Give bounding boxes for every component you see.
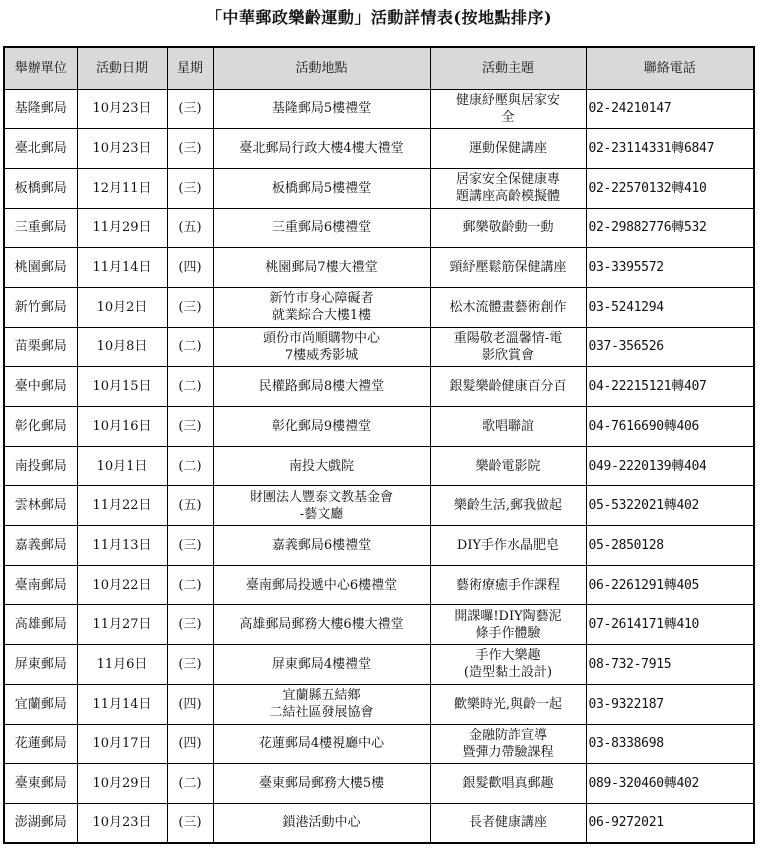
theme-cell-text: 歡樂時光,與齡一起 xyxy=(453,696,563,712)
venue-cell-text: 嘉義郵局6樓禮堂 xyxy=(271,537,372,553)
venue-cell xyxy=(213,486,430,526)
unit-cell xyxy=(4,486,77,526)
phone-cell-text: 05-2850128 xyxy=(588,537,664,553)
table-row xyxy=(4,89,754,129)
date-cell xyxy=(77,208,167,248)
date-cell xyxy=(77,764,167,804)
date-cell xyxy=(77,327,167,367)
venue-cell xyxy=(213,645,430,685)
weekday-cell xyxy=(167,645,213,685)
weekday-cell-text: (三) xyxy=(178,141,202,157)
theme-cell xyxy=(430,684,586,724)
venue-cell-text: 鎖港活動中心 xyxy=(282,815,361,831)
phone-cell xyxy=(586,526,754,566)
venue-cell-text: 彰化郵局9樓禮堂 xyxy=(271,418,372,434)
table-row xyxy=(4,526,754,566)
phone-cell-text: 02-23114331轉6847 xyxy=(588,141,715,157)
unit-cell-text: 板橋郵局 xyxy=(14,180,67,196)
table-row xyxy=(4,764,754,804)
phone-cell-text: 04-7616690轉406 xyxy=(588,418,700,434)
table-row xyxy=(4,446,754,486)
table-row xyxy=(4,724,754,764)
unit-cell-text: 苗栗郵局 xyxy=(14,339,67,355)
weekday-cell-text: (三) xyxy=(178,656,202,672)
table-row xyxy=(4,129,754,169)
theme-cell-text: 樂齡生活,郵我做起 xyxy=(453,498,563,514)
venue-cell xyxy=(213,89,430,129)
phone-cell xyxy=(586,486,754,526)
venue-cell-text: 臺北郵局行政大樓4樓大禮堂 xyxy=(239,141,404,157)
date-cell-text: 11月13日 xyxy=(92,537,152,553)
phone-cell-text: 02-24210147 xyxy=(588,101,672,117)
theme-cell xyxy=(430,446,586,486)
venue-cell xyxy=(213,684,430,724)
venue-cell-text: 花蓮郵局4樓視廳中心 xyxy=(258,736,385,752)
date-cell xyxy=(77,248,167,288)
venue-cell xyxy=(213,327,430,367)
unit-cell xyxy=(4,367,77,407)
date-cell xyxy=(77,526,167,566)
unit-cell-text: 雲林郵局 xyxy=(14,498,67,514)
theme-cell-text: 銀髮樂齡健康百分百 xyxy=(449,379,567,395)
column-header-theme: 活動主題 xyxy=(430,47,586,89)
date-cell xyxy=(77,565,167,605)
phone-cell xyxy=(586,605,754,645)
column-header-phone: 聯絡電話 xyxy=(586,47,754,89)
phone-cell xyxy=(586,446,754,486)
theme-cell-text: 運動保健講座 xyxy=(468,141,547,157)
unit-cell xyxy=(4,89,77,129)
weekday-cell xyxy=(167,605,213,645)
theme-cell xyxy=(430,645,586,685)
document-title: 「中華郵政樂齡運動」活動詳情表(按地點排序) xyxy=(205,8,553,27)
venue-cell xyxy=(213,248,430,288)
unit-cell xyxy=(4,129,77,169)
theme-cell-text: 銀髮歡唱真郵趣 xyxy=(462,776,554,792)
venue-cell xyxy=(213,605,430,645)
unit-cell-text: 臺南郵局 xyxy=(14,577,67,593)
phone-cell-text: 03-3395572 xyxy=(588,260,664,276)
unit-cell xyxy=(4,168,77,208)
unit-cell-text: 屏東郵局 xyxy=(14,656,67,672)
weekday-cell xyxy=(167,248,213,288)
phone-cell xyxy=(586,764,754,804)
unit-cell xyxy=(4,565,77,605)
table-row xyxy=(4,287,754,327)
date-cell-text: 10月23日 xyxy=(92,815,152,831)
venue-cell-text: 財團法人豐泰文教基金會 -藝文廳 xyxy=(249,489,393,522)
phone-cell-text: 06-2261291轉405 xyxy=(588,577,700,593)
date-cell xyxy=(77,367,167,407)
date-cell-text: 10月16日 xyxy=(92,418,152,434)
venue-cell-text: 三重郵局6樓禮堂 xyxy=(271,220,372,236)
phone-cell-text: 02-29882776轉532 xyxy=(588,220,707,236)
unit-cell-text: 臺東郵局 xyxy=(14,776,67,792)
phone-cell xyxy=(586,89,754,129)
venue-cell xyxy=(213,565,430,605)
unit-cell-text: 花蓮郵局 xyxy=(14,736,67,752)
venue-cell xyxy=(213,208,430,248)
venue-cell xyxy=(213,407,430,447)
weekday-cell xyxy=(167,168,213,208)
venue-cell xyxy=(213,764,430,804)
weekday-cell xyxy=(167,565,213,605)
date-cell-text: 10月22日 xyxy=(92,577,152,593)
venue-cell-text: 民權路郵局8樓大禮堂 xyxy=(258,379,385,395)
weekday-cell xyxy=(167,129,213,169)
phone-cell-text: 04-22215121轉407 xyxy=(588,379,707,395)
unit-cell-text: 南投郵局 xyxy=(14,458,67,474)
phone-cell xyxy=(586,565,754,605)
table-row xyxy=(4,605,754,645)
venue-cell xyxy=(213,803,430,843)
date-cell-text: 10月1日 xyxy=(96,458,148,474)
date-cell xyxy=(77,645,167,685)
column-header-date: 活動日期 xyxy=(77,47,167,89)
weekday-cell-text: (三) xyxy=(178,617,202,633)
date-cell xyxy=(77,168,167,208)
weekday-cell-text: (四) xyxy=(178,696,202,712)
unit-cell xyxy=(4,526,77,566)
weekday-cell xyxy=(167,446,213,486)
phone-cell-text: 049-2220139轉404 xyxy=(588,458,707,474)
date-cell xyxy=(77,446,167,486)
weekday-cell xyxy=(167,367,213,407)
date-cell xyxy=(77,684,167,724)
theme-cell-text: 頸紓壓鬆筋保健講座 xyxy=(449,260,567,276)
unit-cell-text: 嘉義郵局 xyxy=(14,537,67,553)
date-cell-text: 11月6日 xyxy=(96,656,148,672)
unit-cell xyxy=(4,684,77,724)
table-header-row xyxy=(4,47,754,89)
theme-cell xyxy=(430,129,586,169)
date-cell xyxy=(77,486,167,526)
weekday-cell-text: (三) xyxy=(178,299,202,315)
date-cell-text: 11月14日 xyxy=(92,696,152,712)
weekday-cell-text: (二) xyxy=(178,577,202,593)
table-row xyxy=(4,208,754,248)
unit-cell xyxy=(4,208,77,248)
venue-cell-text: 基隆郵局5樓禮堂 xyxy=(271,101,372,117)
theme-cell-text: 樂齡電影院 xyxy=(475,458,541,474)
weekday-cell-text: (三) xyxy=(178,180,202,196)
theme-cell xyxy=(430,724,586,764)
unit-cell xyxy=(4,446,77,486)
weekday-cell-text: (四) xyxy=(178,736,202,752)
unit-cell-text: 三重郵局 xyxy=(14,220,67,236)
date-cell-text: 11月22日 xyxy=(92,498,152,514)
theme-cell-text: 藝術療癒手作課程 xyxy=(455,577,560,593)
theme-cell xyxy=(430,327,586,367)
table-row xyxy=(4,367,754,407)
weekday-cell-text: (三) xyxy=(178,101,202,117)
phone-cell xyxy=(586,287,754,327)
column-header-weekday: 星期 xyxy=(167,47,213,89)
date-cell-text: 10月8日 xyxy=(96,339,148,355)
unit-cell xyxy=(4,287,77,327)
phone-cell-text: 02-22570132轉410 xyxy=(588,180,707,196)
phone-cell-text: 037-356526 xyxy=(588,339,664,355)
unit-cell-text: 澎湖郵局 xyxy=(14,815,67,831)
weekday-cell xyxy=(167,327,213,367)
weekday-cell-text: (二) xyxy=(178,339,202,355)
theme-cell-text: 手作大樂趣 (造型黏土設計) xyxy=(463,648,553,681)
weekday-cell xyxy=(167,287,213,327)
unit-cell-text: 彰化郵局 xyxy=(14,418,67,434)
weekday-cell-text: (五) xyxy=(178,498,202,514)
date-cell-text: 12月11日 xyxy=(92,180,152,196)
unit-cell xyxy=(4,248,77,288)
date-cell xyxy=(77,407,167,447)
theme-cell-text: 金融防詐宣導 暨彈力帶驗課程 xyxy=(462,727,554,760)
theme-cell xyxy=(430,764,586,804)
weekday-cell-text: (三) xyxy=(178,815,202,831)
date-cell-text: 10月29日 xyxy=(92,776,152,792)
venue-cell-text: 臺南郵局投遞中心6樓禮堂 xyxy=(245,577,398,593)
date-cell xyxy=(77,287,167,327)
phone-cell-text: 07-2614171轉410 xyxy=(588,617,700,633)
weekday-cell-text: (二) xyxy=(178,458,202,474)
unit-cell-text: 宜蘭郵局 xyxy=(14,696,67,712)
weekday-cell-text: (二) xyxy=(178,379,202,395)
date-cell xyxy=(77,89,167,129)
unit-cell xyxy=(4,645,77,685)
column-header-unit: 舉辦單位 xyxy=(4,47,77,89)
theme-cell-text: 居家安全保健康專 題講座高齡模擬體 xyxy=(455,172,560,205)
phone-cell xyxy=(586,327,754,367)
table-row xyxy=(4,565,754,605)
venue-cell-text: 屏東郵局4樓禮堂 xyxy=(271,656,372,672)
date-cell-text: 10月17日 xyxy=(92,736,152,752)
table-row xyxy=(4,684,754,724)
theme-cell xyxy=(430,803,586,843)
unit-cell xyxy=(4,327,77,367)
weekday-cell-text: (三) xyxy=(178,418,202,434)
theme-cell-text: DIY手作水晶肥皂 xyxy=(456,537,560,553)
date-cell xyxy=(77,129,167,169)
theme-cell-text: 開課囉!DIY陶藝泥 條手作體驗 xyxy=(454,608,562,641)
phone-cell-text: 03-8338698 xyxy=(588,736,664,752)
venue-cell-text: 高雄郵局郵務大樓6樓大禮堂 xyxy=(239,617,404,633)
table-row xyxy=(4,486,754,526)
phone-cell xyxy=(586,248,754,288)
venue-cell-text: 臺東郵局郵務大樓5樓 xyxy=(258,776,385,792)
phone-cell xyxy=(586,407,754,447)
theme-cell xyxy=(430,248,586,288)
theme-cell-text: 重陽敬老溫馨情-電 影欣賞會 xyxy=(453,330,563,363)
date-cell-text: 10月2日 xyxy=(96,299,148,315)
weekday-cell xyxy=(167,724,213,764)
unit-cell xyxy=(4,605,77,645)
theme-cell-text: 健康紓壓與居家安 全 xyxy=(455,92,560,125)
phone-cell xyxy=(586,803,754,843)
weekday-cell xyxy=(167,407,213,447)
venue-cell-text: 新竹市身心障礙者 就業綜合大樓1樓 xyxy=(269,291,374,324)
table-row xyxy=(4,248,754,288)
weekday-cell xyxy=(167,803,213,843)
phone-cell-text: 06-9272021 xyxy=(588,815,664,831)
date-cell xyxy=(77,605,167,645)
theme-cell-text: 歌唱聯誼 xyxy=(481,418,534,434)
date-cell-text: 11月14日 xyxy=(92,260,152,276)
date-cell-text: 10月23日 xyxy=(92,141,152,157)
weekday-cell xyxy=(167,486,213,526)
phone-cell-text: 08-732-7915 xyxy=(588,656,672,672)
weekday-cell-text: (五) xyxy=(178,220,202,236)
date-cell-text: 11月27日 xyxy=(92,617,152,633)
unit-cell xyxy=(4,803,77,843)
unit-cell-text: 臺中郵局 xyxy=(14,379,67,395)
theme-cell xyxy=(430,89,586,129)
table-row xyxy=(4,645,754,685)
venue-cell-text: 南投大戲院 xyxy=(288,458,354,474)
theme-cell xyxy=(430,486,586,526)
phone-cell-text: 089-320460轉402 xyxy=(588,776,700,792)
phone-cell-text: 05-5322021轉402 xyxy=(588,498,700,514)
events-table xyxy=(3,46,755,844)
venue-cell xyxy=(213,526,430,566)
date-cell xyxy=(77,803,167,843)
theme-cell xyxy=(430,168,586,208)
phone-cell xyxy=(586,645,754,685)
theme-cell-text: 郵樂敬齡動一動 xyxy=(462,220,554,236)
phone-cell xyxy=(586,129,754,169)
theme-cell-text: 長者健康講座 xyxy=(468,815,547,831)
theme-cell xyxy=(430,565,586,605)
phone-cell xyxy=(586,168,754,208)
unit-cell xyxy=(4,764,77,804)
venue-cell xyxy=(213,446,430,486)
unit-cell-text: 桃園郵局 xyxy=(14,260,67,276)
weekday-cell xyxy=(167,208,213,248)
venue-cell-text: 桃園郵局7樓大禮堂 xyxy=(265,260,378,276)
venue-cell-text: 宜蘭縣五結鄉 二結社區發展協會 xyxy=(269,688,374,721)
date-cell-text: 10月15日 xyxy=(92,379,152,395)
weekday-cell xyxy=(167,764,213,804)
venue-cell xyxy=(213,367,430,407)
unit-cell-text: 新竹郵局 xyxy=(14,299,67,315)
column-header-venue: 活動地點 xyxy=(213,47,430,89)
venue-cell xyxy=(213,287,430,327)
theme-cell xyxy=(430,208,586,248)
unit-cell-text: 基隆郵局 xyxy=(14,101,67,117)
date-cell xyxy=(77,724,167,764)
weekday-cell xyxy=(167,526,213,566)
table-row xyxy=(4,168,754,208)
weekday-cell xyxy=(167,684,213,724)
venue-cell xyxy=(213,724,430,764)
table-body xyxy=(4,89,754,843)
theme-cell xyxy=(430,407,586,447)
weekday-cell-text: (四) xyxy=(178,260,202,276)
theme-cell xyxy=(430,367,586,407)
venue-cell xyxy=(213,168,430,208)
table-row xyxy=(4,327,754,367)
phone-cell xyxy=(586,367,754,407)
venue-cell-text: 板橋郵局5樓禮堂 xyxy=(271,180,372,196)
phone-cell-text: 03-9322187 xyxy=(588,696,664,712)
theme-cell xyxy=(430,605,586,645)
theme-cell xyxy=(430,287,586,327)
theme-cell xyxy=(430,526,586,566)
unit-cell-text: 臺北郵局 xyxy=(14,141,67,157)
phone-cell xyxy=(586,684,754,724)
weekday-cell xyxy=(167,89,213,129)
unit-cell xyxy=(4,407,77,447)
venue-cell-text: 頭份市尚順購物中心 7樓威秀影城 xyxy=(262,330,380,363)
unit-cell-text: 高雄郵局 xyxy=(14,617,67,633)
weekday-cell-text: (二) xyxy=(178,776,202,792)
date-cell-text: 10月23日 xyxy=(92,101,152,117)
unit-cell xyxy=(4,724,77,764)
table-row xyxy=(4,803,754,843)
table-row xyxy=(4,407,754,447)
weekday-cell-text: (三) xyxy=(178,537,202,553)
phone-cell xyxy=(586,208,754,248)
venue-cell xyxy=(213,129,430,169)
phone-cell-text: 03-5241294 xyxy=(588,299,664,315)
date-cell-text: 11月29日 xyxy=(92,220,152,236)
phone-cell xyxy=(586,724,754,764)
theme-cell-text: 松木流體畫藝術創作 xyxy=(449,299,567,315)
